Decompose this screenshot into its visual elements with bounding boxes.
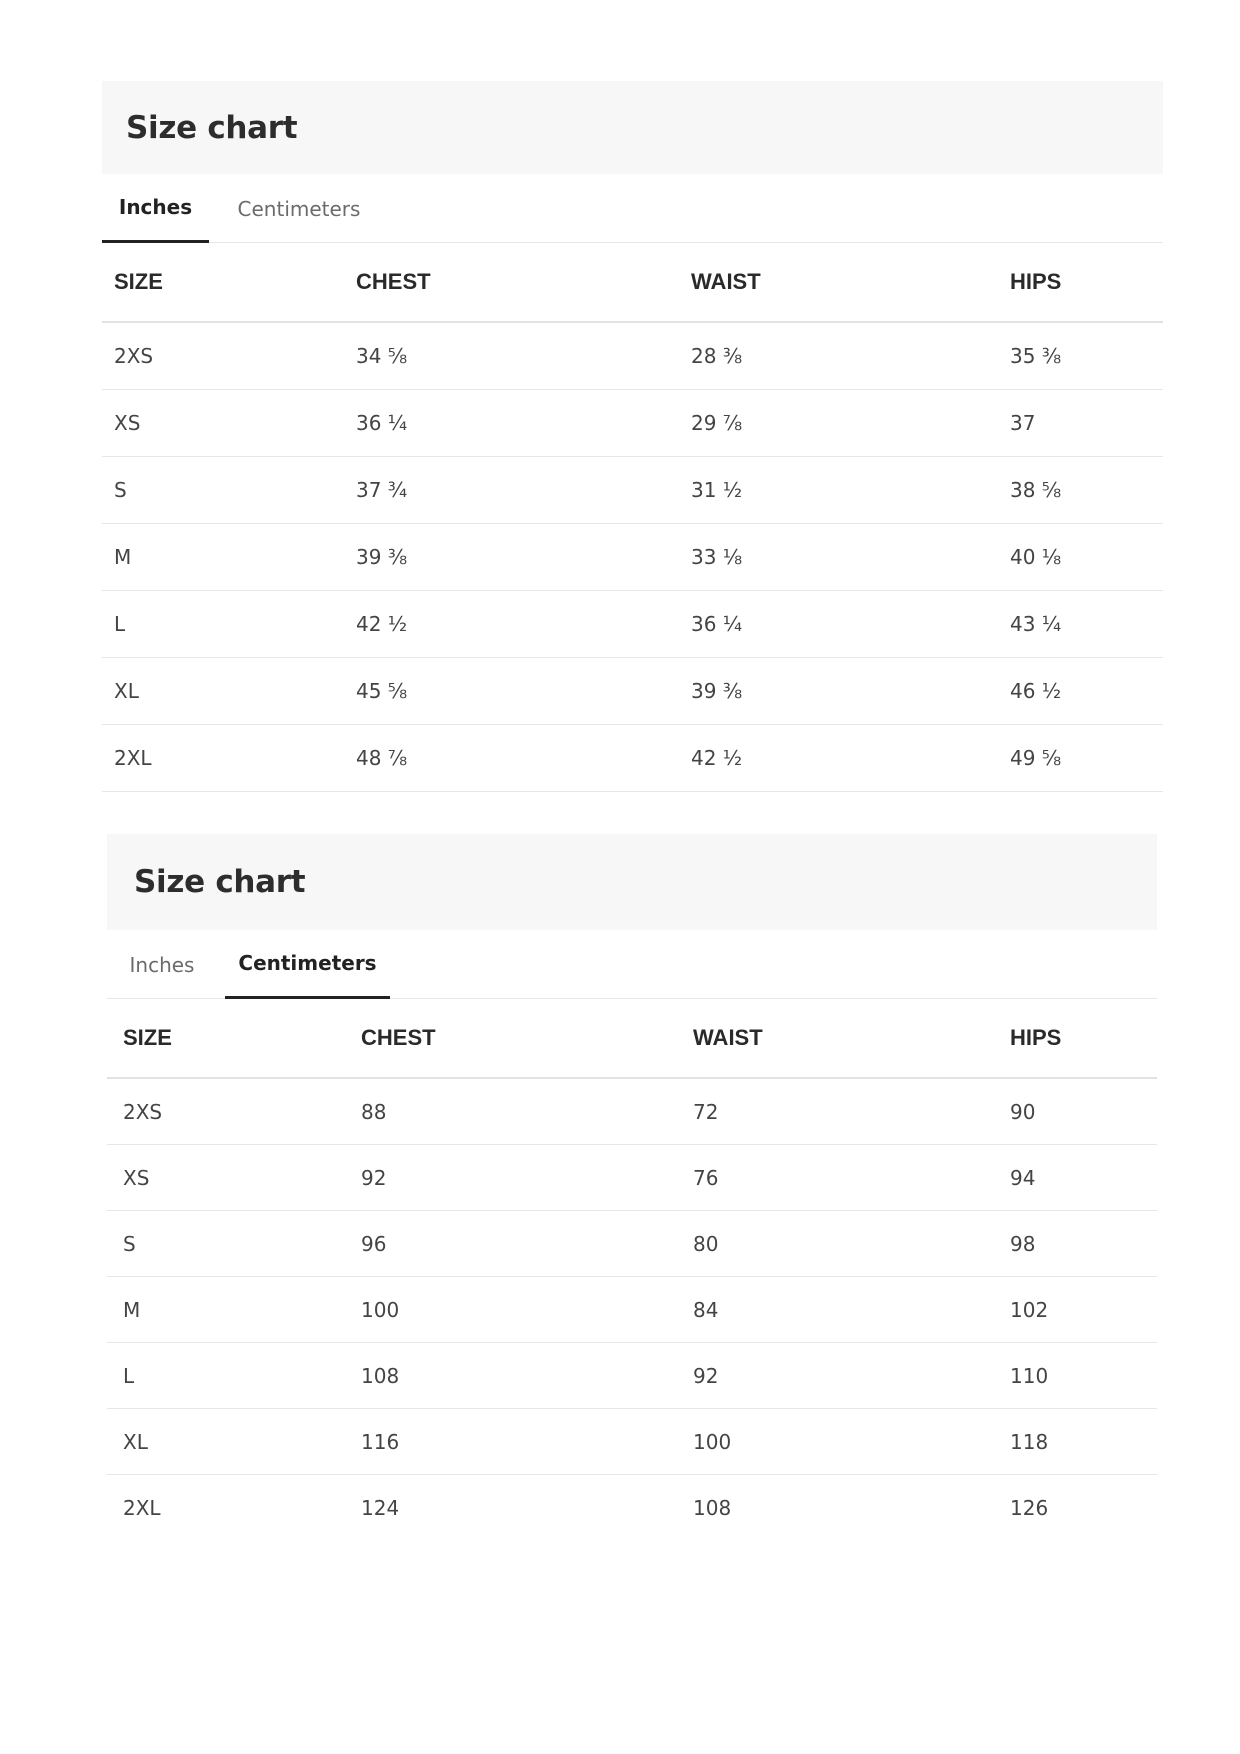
table-row — [102, 524, 1163, 591]
cell-waist — [691, 591, 1010, 658]
table-row — [107, 1145, 1157, 1211]
column-header-waist: WAIST — [693, 999, 1010, 1078]
cell-size — [102, 322, 356, 390]
table-body — [102, 322, 1163, 792]
cell-waist — [693, 1277, 1010, 1343]
cell-value: 76 — [693, 1165, 719, 1190]
column-header-chest: CHEST — [356, 243, 691, 322]
cell-value: 118 — [1010, 1429, 1049, 1454]
cell-chest — [356, 322, 691, 390]
cell-value: S — [123, 1231, 136, 1256]
cell-value: 29 ⅞ — [691, 411, 743, 435]
cell-hips — [1010, 1145, 1157, 1211]
cell-value: 2XL — [114, 746, 152, 770]
cell-value: 126 — [1010, 1495, 1049, 1520]
cell-value: 72 — [693, 1099, 719, 1124]
cell-hips — [1010, 524, 1163, 591]
cell-value: 124 — [361, 1495, 400, 1520]
cell-size — [107, 1145, 361, 1211]
cell-value: 40 ⅛ — [1010, 545, 1062, 569]
cell-size — [102, 457, 356, 524]
column-header-size: SIZE — [102, 243, 356, 322]
cell-value: 2XL — [123, 1495, 161, 1520]
cell-value: 102 — [1010, 1297, 1049, 1322]
cell-value: 100 — [693, 1429, 732, 1454]
cell-value: 31 ½ — [691, 478, 743, 502]
cell-chest — [356, 658, 691, 725]
cell-value: 90 — [1010, 1099, 1036, 1124]
size-chart-header — [107, 834, 1157, 930]
cell-hips — [1010, 322, 1163, 390]
column-header-hips: HIPS — [1010, 243, 1163, 322]
unit-tabs — [107, 930, 1157, 999]
table-row — [102, 390, 1163, 457]
cell-waist — [691, 390, 1010, 457]
cell-hips — [1010, 1343, 1157, 1409]
cell-hips — [1010, 457, 1163, 524]
cell-value: 92 — [361, 1165, 387, 1190]
cell-value: 108 — [693, 1495, 732, 1520]
cell-chest — [361, 1211, 693, 1277]
cell-waist — [691, 725, 1010, 792]
tab-inches[interactable]: Inches — [129, 952, 195, 977]
cell-value: 92 — [693, 1363, 719, 1388]
cell-hips — [1010, 1409, 1157, 1475]
cell-chest — [361, 1475, 693, 1541]
cell-value: 2XS — [114, 344, 154, 368]
size-chart-title: Size chart — [134, 864, 306, 900]
cell-size — [107, 1277, 361, 1343]
cell-waist — [693, 1475, 1010, 1541]
cell-value: 84 — [693, 1297, 719, 1322]
cell-value: M — [123, 1297, 141, 1322]
cell-chest — [356, 390, 691, 457]
cell-value: XL — [114, 679, 139, 703]
size-chart-inches-panel — [102, 81, 1163, 792]
cell-value: M — [114, 545, 132, 569]
cell-waist — [693, 1145, 1010, 1211]
cell-hips — [1010, 1078, 1157, 1145]
unit-tabs — [102, 174, 1163, 243]
cell-value: 96 — [361, 1231, 387, 1256]
cell-size — [107, 1475, 361, 1541]
table-row — [102, 591, 1163, 658]
cell-waist — [691, 322, 1010, 390]
table-row — [102, 457, 1163, 524]
cell-value: 108 — [361, 1363, 400, 1388]
cell-value: 46 ½ — [1010, 679, 1062, 703]
cell-value: 45 ⅝ — [356, 679, 408, 703]
cell-chest — [361, 1277, 693, 1343]
table-row — [107, 1277, 1157, 1343]
cell-value: 42 ½ — [356, 612, 408, 636]
table-row — [102, 322, 1163, 390]
table-row — [102, 658, 1163, 725]
cell-hips — [1010, 390, 1163, 457]
cell-value: L — [123, 1363, 135, 1388]
cell-waist — [693, 1409, 1010, 1475]
cell-value: 33 ⅛ — [691, 545, 743, 569]
cell-value: 34 ⅝ — [356, 344, 408, 368]
cell-value: S — [114, 478, 127, 502]
size-chart-header — [102, 81, 1163, 174]
cell-hips — [1010, 1277, 1157, 1343]
cell-waist — [693, 1211, 1010, 1277]
cell-value: 37 ¾ — [356, 478, 408, 502]
table-row — [107, 1475, 1157, 1541]
cell-size — [107, 1409, 361, 1475]
cell-value: 88 — [361, 1099, 387, 1124]
cell-value: 43 ¼ — [1010, 612, 1062, 636]
cell-value: 39 ⅜ — [356, 545, 408, 569]
cell-size — [102, 658, 356, 725]
cell-size — [102, 524, 356, 591]
column-header-chest: CHEST — [361, 999, 693, 1078]
cell-waist — [693, 1343, 1010, 1409]
cell-size — [102, 390, 356, 457]
cell-value: XS — [123, 1165, 150, 1190]
size-table — [102, 243, 1163, 792]
cell-hips — [1010, 1211, 1157, 1277]
cell-hips — [1010, 591, 1163, 658]
cell-size — [102, 591, 356, 658]
cell-value: 94 — [1010, 1165, 1036, 1190]
cell-value: XS — [114, 411, 141, 435]
table-row — [107, 1409, 1157, 1475]
cell-chest — [361, 1343, 693, 1409]
cell-value: 36 ¼ — [356, 411, 408, 435]
size-chart-title: Size chart — [126, 109, 298, 146]
cell-chest — [361, 1078, 693, 1145]
cell-value: 38 ⅝ — [1010, 478, 1062, 502]
size-chart-centimeters-panel — [107, 834, 1157, 1540]
cell-value: 42 ½ — [691, 746, 743, 770]
cell-chest — [356, 524, 691, 591]
table-row — [102, 725, 1163, 792]
cell-value: 116 — [361, 1429, 400, 1454]
table-body — [107, 1078, 1157, 1540]
tab-centimeters[interactable]: Centimeters — [237, 196, 361, 221]
size-table — [107, 999, 1157, 1540]
cell-waist — [691, 658, 1010, 725]
cell-value: 28 ⅜ — [691, 344, 743, 368]
cell-size — [107, 1343, 361, 1409]
cell-hips — [1010, 658, 1163, 725]
cell-value: 35 ⅜ — [1010, 344, 1062, 368]
cell-value: 49 ⅝ — [1010, 746, 1062, 770]
column-header-waist: WAIST — [691, 243, 1010, 322]
cell-size — [102, 725, 356, 792]
cell-chest — [361, 1145, 693, 1211]
cell-hips — [1010, 725, 1163, 792]
cell-value: 39 ⅜ — [691, 679, 743, 703]
cell-value: 110 — [1010, 1363, 1049, 1388]
cell-value: 98 — [1010, 1231, 1036, 1256]
cell-value: L — [114, 612, 126, 636]
tab-inches[interactable]: Inches — [102, 174, 209, 243]
cell-value: 2XS — [123, 1099, 163, 1124]
cell-chest — [361, 1409, 693, 1475]
cell-waist — [693, 1078, 1010, 1145]
table-row — [107, 1078, 1157, 1145]
column-header-size: SIZE — [107, 999, 361, 1078]
table-header-row — [107, 999, 1157, 1078]
table-row — [107, 1343, 1157, 1409]
tab-centimeters[interactable]: Centimeters — [225, 930, 390, 999]
table-header-row — [102, 243, 1163, 322]
cell-chest — [356, 591, 691, 658]
cell-value: 80 — [693, 1231, 719, 1256]
column-header-hips: HIPS — [1010, 999, 1157, 1078]
cell-size — [107, 1211, 361, 1277]
cell-chest — [356, 725, 691, 792]
cell-hips — [1010, 1475, 1157, 1541]
cell-value: 36 ¼ — [691, 612, 743, 636]
cell-value: XL — [123, 1429, 148, 1454]
cell-size — [107, 1078, 361, 1145]
cell-value: 37 — [1010, 411, 1036, 435]
cell-waist — [691, 457, 1010, 524]
cell-value: 100 — [361, 1297, 400, 1322]
cell-chest — [356, 457, 691, 524]
table-row — [107, 1211, 1157, 1277]
cell-waist — [691, 524, 1010, 591]
cell-value: 48 ⅞ — [356, 746, 408, 770]
